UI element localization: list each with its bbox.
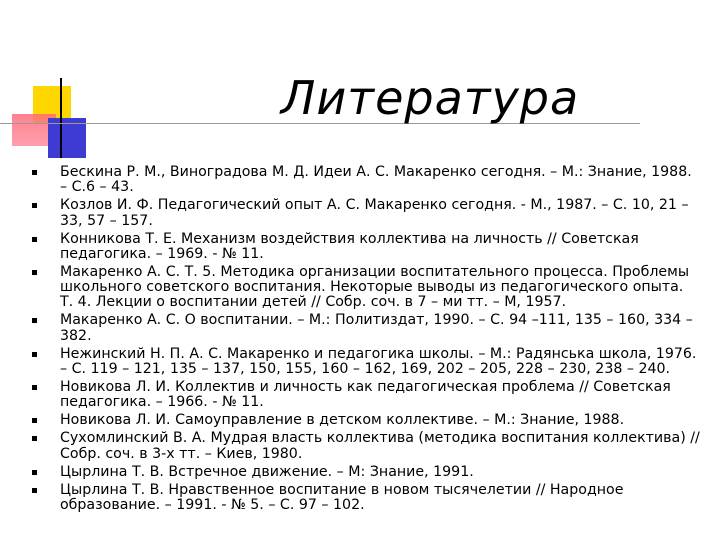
reference-item [0,232,720,263]
reference-list [0,165,720,516]
bullet-icon [32,418,37,423]
reference-text: Макаренко А. С. Т. 5. Методика организации воспитательного процесса. Проблемы школьного советского воспитания. Некоторые выводы из педагогического опыта. Т. 4. Лекции о воспитании детей // Собр. соч. в 7 – ми тт. – М, 1957. [60,263,690,311]
bullet-icon [32,237,37,242]
reference-item [0,483,720,514]
bullet-icon [32,470,37,475]
reference-item [0,313,720,344]
reference-item [0,265,720,311]
reference-text: Нежинский Н. П. А. С. Макаренко и педагогика школы. – М.: Радянська школа, 1976. – С. 119 – 121, 135 – 137, 150, 155, 160 – 162, 169, 202 – 205, 228 – 230, 238 – 240. [60,345,697,377]
reference-text: Конникова Т. Е. Механизм воздействия коллектива на личность // Советская педагогика. – 1969. - № 11. [60,230,639,262]
bullet-icon [32,318,37,323]
decor-blue-square [48,118,86,158]
slide-title: Литература [280,71,580,125]
reference-item [0,198,720,229]
reference-item [0,413,720,428]
reference-text: Сухомлинский В. А. Мудрая власть коллектива (методика воспитания коллектива) // Собр. соч. в 3-х тт. – Киев, 1980. [60,430,700,462]
bullet-icon [32,488,37,493]
reference-item [0,347,720,378]
reference-text: Новикова Л. И. Самоуправление в детском коллективе. – М.: Знание, 1988. [60,412,625,429]
bullet-icon [32,352,37,357]
reference-text: Цырлина Т. В. Нравственное воспитание в новом тысячелетии // Народное образование. – 1991. - № 5. – С. 97 – 102. [60,481,624,513]
reference-text: Новикова Л. И. Коллектив и личность как педагогическая проблема // Советская педагогика. – 1966. - № 11. [60,378,671,411]
reference-item [0,165,720,196]
reference-text: Цырлина Т. В. Встречное движение. – М: Знание, 1991. [60,463,474,480]
bullet-icon [32,385,37,390]
bullet-icon [32,170,37,175]
bullet-icon [32,270,37,275]
reference-item [0,380,720,411]
reference-item [0,465,720,480]
reference-item [0,431,720,462]
reference-text: Бескина Р. М., Виноградова М. Д. Идеи А. С. Макаренко сегодня. – М.: Знание, 1988. – С.6 – 43. [60,164,692,196]
bullet-icon [32,436,37,441]
reference-text: Макаренко А. С. О воспитании. – М.: Политиздат, 1990. – С. 94 –111, 135 – 160, 334 – 382. [60,312,693,344]
bullet-icon [32,203,37,208]
decor-vertical-line [60,78,62,158]
reference-text: Козлов И. Ф. Педагогический опыт А. С. Макаренко сегодня. - М., 1987. – С. 10, 21 – 33, 57 – 157. [60,197,689,229]
